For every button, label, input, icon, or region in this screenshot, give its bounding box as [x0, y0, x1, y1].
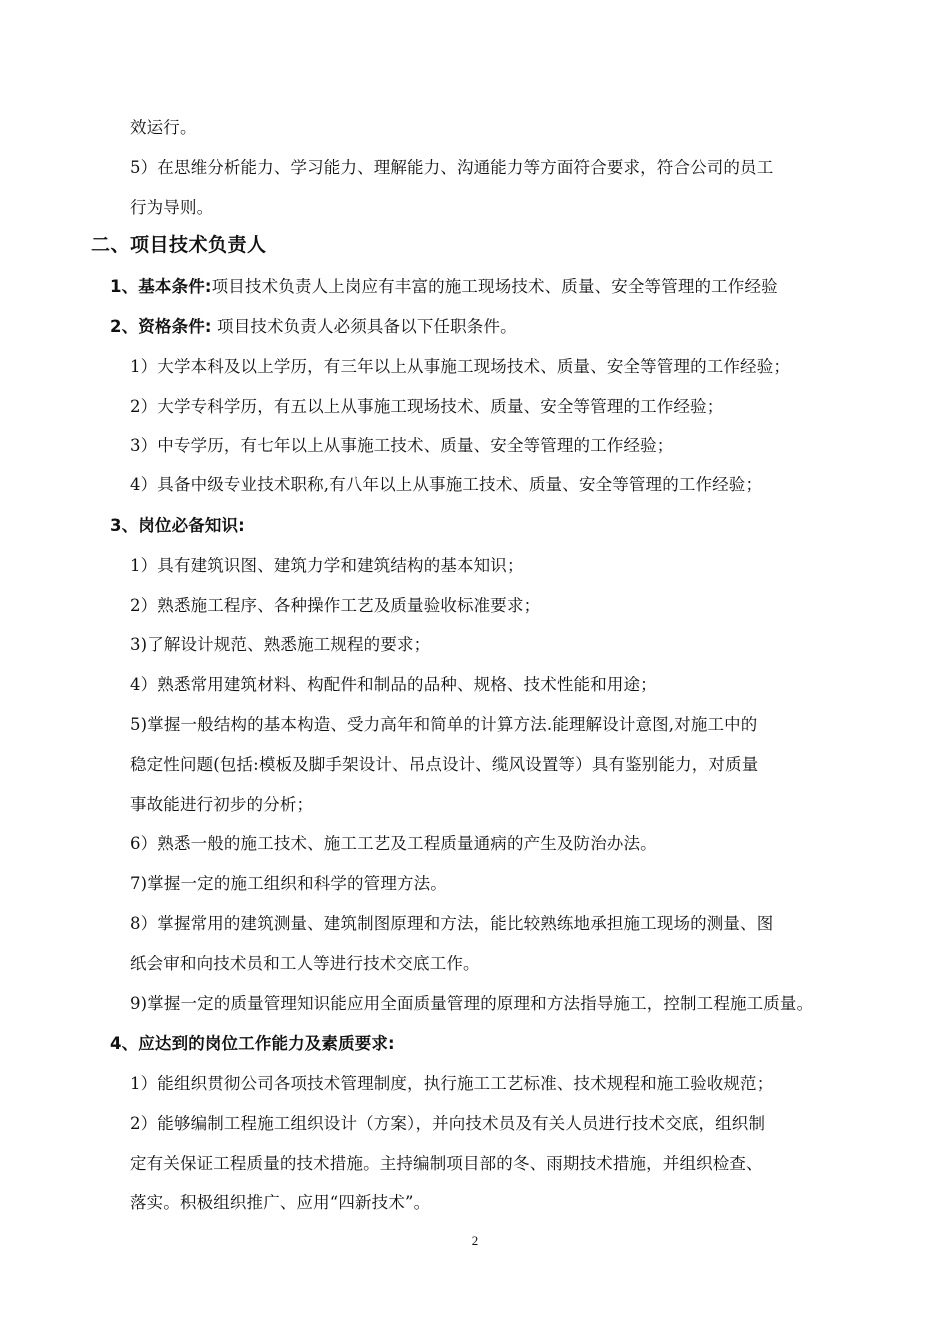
- basic-conditions-text: 项目技术负责人上岗应有丰富的施工现场技术、质量、安全等管理的工作经验: [211, 277, 778, 296]
- list-item: 4）具备中级专业技术职称,有八年以上从事施工技术、质量、安全等管理的工作经验；: [130, 475, 763, 494]
- section-heading: 二、项目技术负责人: [91, 234, 267, 256]
- list-item-continuation: 定有关保证工程质量的技术措施。主持编制项目部的冬、雨期技术措施，并组织检查、: [130, 1154, 763, 1173]
- text-line: 效运行。: [130, 118, 197, 137]
- ability-label: 4、应达到的岗位工作能力及素质要求:: [110, 1034, 395, 1053]
- list-item: 2）熟悉施工程序、各种操作工艺及质量验收标准要求；: [130, 596, 541, 615]
- list-item: 1）具有建筑识图、建筑力学和建筑结构的基本知识；: [130, 556, 524, 575]
- list-item: 2）能够编制工程施工组织设计（方案），并向技术员及有关人员进行技术交底，组织制: [130, 1114, 766, 1133]
- qualification-text: 项目技术负责人必须具备以下任职条件。: [217, 317, 517, 336]
- list-item-continuation: 落实。积极组织推广、应用“四新技术”。: [130, 1193, 431, 1212]
- text-line: 行为导则。: [130, 198, 214, 217]
- basic-conditions-paragraph: [110, 276, 778, 298]
- list-item: 5)掌握一般结构的基本构造、受力高年和简单的计算方法.能理解设计意图,对施工中的: [130, 715, 758, 734]
- list-item: 1）能组织贯彻公司各项技术管理制度，执行施工工艺标准、技术规程和施工验收规范；: [130, 1074, 774, 1093]
- list-item-continuation: 稳定性问题(包括:模板及脚手架设计、吊点设计、缆风设置等）具有鉴别能力，对质量: [130, 755, 759, 774]
- list-item-continuation: 事故能进行初步的分析；: [130, 795, 314, 814]
- list-item: 2）大学专科学历，有五以上从事施工现场技术、质量、安全等管理的工作经验；: [130, 397, 724, 416]
- list-item: 8）掌握常用的建筑测量、建筑制图原理和方法，能比较熟练地承担施工现场的测量、图: [130, 914, 774, 933]
- qualification-label: 2、资格条件:: [110, 317, 212, 336]
- list-item: 1）大学本科及以上学历，有三年以上从事施工现场技术、质量、安全等管理的工作经验；: [130, 357, 790, 376]
- list-item: 4）熟悉常用建筑材料、构配件和制品的品种、规格、技术性能和用途；: [130, 675, 657, 694]
- list-item-continuation: 纸会审和向技术员和工人等进行技术交底工作。: [130, 954, 480, 973]
- page-number: 2: [471, 1233, 479, 1248]
- list-item: 7)掌握一定的施工组织和科学的管理方法。: [130, 874, 447, 893]
- text-line: 5）在思维分析能力、学习能力、理解能力、沟通能力等方面符合要求，符合公司的员工: [130, 158, 774, 177]
- knowledge-label: 3、岗位必备知识:: [110, 516, 245, 535]
- list-item: 3）中专学历，有七年以上从事施工技术、质量、安全等管理的工作经验；: [130, 436, 674, 455]
- qualification-paragraph: [110, 316, 517, 338]
- list-item: 3)了解设计规范、熟悉施工规程的要求；: [130, 635, 431, 654]
- list-item: 9)掌握一定的质量管理知识能应用全面质量管理的原理和方法指导施工，控制工程施工质量。: [130, 994, 814, 1013]
- list-item: 6）熟悉一般的施工技术、施工工艺及工程质量通病的产生及防治办法。: [130, 834, 657, 853]
- basic-conditions-label: 1、基本条件:: [110, 277, 212, 296]
